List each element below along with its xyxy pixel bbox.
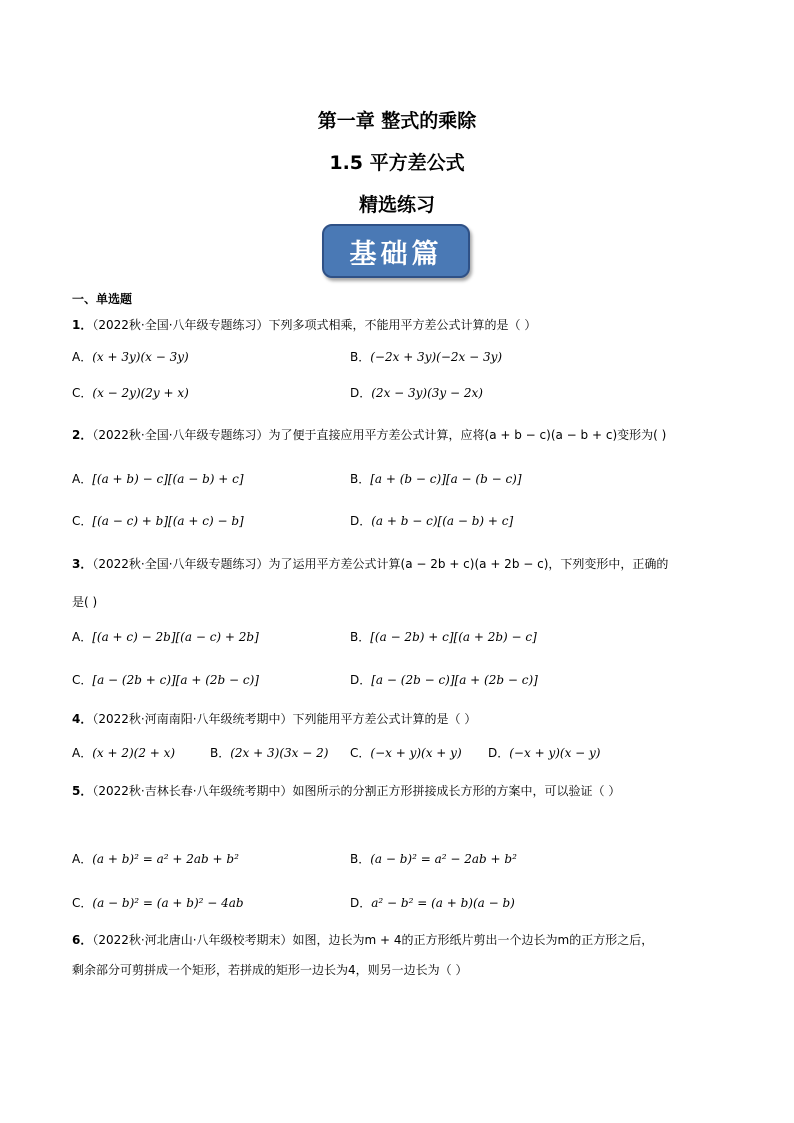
question-source: （2022秋·全国·八年级专题练习） <box>92 318 269 332</box>
question-text: 下列多项式相乘，不能用平方差公式计算的是（ ） <box>268 318 537 332</box>
question-source: （2022秋·河南南阳·八年级统考期中） <box>92 712 293 726</box>
question-1 <box>72 316 536 333</box>
option-3d[interactable]: D．[a − (2b − c)][a + (2b − c)] <box>350 673 538 687</box>
section-title: 1.5 平方差公式 <box>329 152 465 174</box>
question-number: 4． <box>72 712 93 726</box>
question-number: 6． <box>72 933 93 947</box>
chapter-title: 第一章 整式的乘除 <box>317 110 477 132</box>
question-number: 2． <box>72 428 93 442</box>
question-text: 下列能用平方差公式计算的是（ ） <box>292 712 477 726</box>
question-text: 如图，边长为m + 4的正方形纸片剪出一个边长为m的正方形之后， <box>292 933 654 947</box>
option-5b[interactable]: B．(a − b)² = a² − 2ab + b² <box>350 852 517 866</box>
level-badge: 基础篇 <box>322 224 470 278</box>
question-4 <box>72 710 476 727</box>
option-2d[interactable]: D．(a + b − c)[(a − b) + c] <box>350 514 514 528</box>
option-4a[interactable]: A．(x + 2)(2 + x) <box>72 746 176 760</box>
option-1a[interactable]: A．(x + 3y)(x − 3y) <box>72 350 189 364</box>
question-source: （2022秋·全国·八年级专题练习） <box>92 428 269 442</box>
question-number: 1． <box>72 318 93 332</box>
option-3b[interactable]: B．[(a − 2b) + c][(a + 2b) − c] <box>350 630 537 644</box>
option-4c[interactable]: C．(−x + y)(x + y) <box>350 746 462 760</box>
question-source: （2022秋·河北唐山·八年级校考期末） <box>92 933 293 947</box>
option-4b[interactable]: B．(2x + 3)(3x − 2) <box>210 746 329 760</box>
question-number: 5． <box>72 784 93 798</box>
question-text: 为了便于直接应用平方差公式计算，应将(a + b − c)(a − b + c)变形为( ) <box>268 428 667 442</box>
option-2c[interactable]: C．[(a − c) + b][(a + c) − b] <box>72 514 244 528</box>
question-source: （2022秋·吉林长春·八年级统考期中） <box>92 784 293 798</box>
question-text: 为了运用平方差公式计算(a − 2b + c)(a + 2b − c)，下列变形中，正确的 <box>268 557 669 571</box>
option-5a[interactable]: A．(a + b)² = a² + 2ab + b² <box>72 852 239 866</box>
question-3 <box>72 555 668 572</box>
option-3c[interactable]: C．[a − (2b + c)][a + (2b − c)] <box>72 673 259 687</box>
question-source: （2022秋·全国·八年级专题练习） <box>92 557 269 571</box>
question-number: 3． <box>72 557 93 571</box>
question-text: 如图所示的分割正方形拼接成长方形的方案中，可以验证（ ） <box>292 784 621 798</box>
page-subtitle: 精选练习 <box>358 194 435 216</box>
question-6 <box>72 931 653 948</box>
question-3-continuation: 是( ) <box>72 595 98 609</box>
option-4d[interactable]: D．(−x + y)(x − y) <box>488 746 601 760</box>
option-1d[interactable]: D．(2x − 3y)(3y − 2x) <box>350 386 483 400</box>
option-5c[interactable]: C．(a − b)² = (a + b)² − 4ab <box>72 896 244 910</box>
option-3a[interactable]: A．[(a + c) − 2b][(a − c) + 2b] <box>72 630 259 644</box>
option-1b[interactable]: B．(−2x + 3y)(−2x − 3y) <box>350 350 503 364</box>
question-6-continuation: 剩余部分可剪拼成一个矩形，若拼成的矩形一边长为4，则另一边长为（ ） <box>72 963 468 977</box>
question-5 <box>72 782 620 799</box>
option-2a[interactable]: A．[(a + b) − c][(a − b) + c] <box>72 472 244 486</box>
question-section-heading: 一、单选题 <box>72 292 133 306</box>
option-2b[interactable]: B．[a + (b − c)][a − (b − c)] <box>350 472 522 486</box>
option-1c[interactable]: C．(x − 2y)(2y + x) <box>72 386 189 400</box>
option-5d[interactable]: D．a² − b² = (a + b)(a − b) <box>350 896 515 910</box>
question-2 <box>72 426 666 443</box>
